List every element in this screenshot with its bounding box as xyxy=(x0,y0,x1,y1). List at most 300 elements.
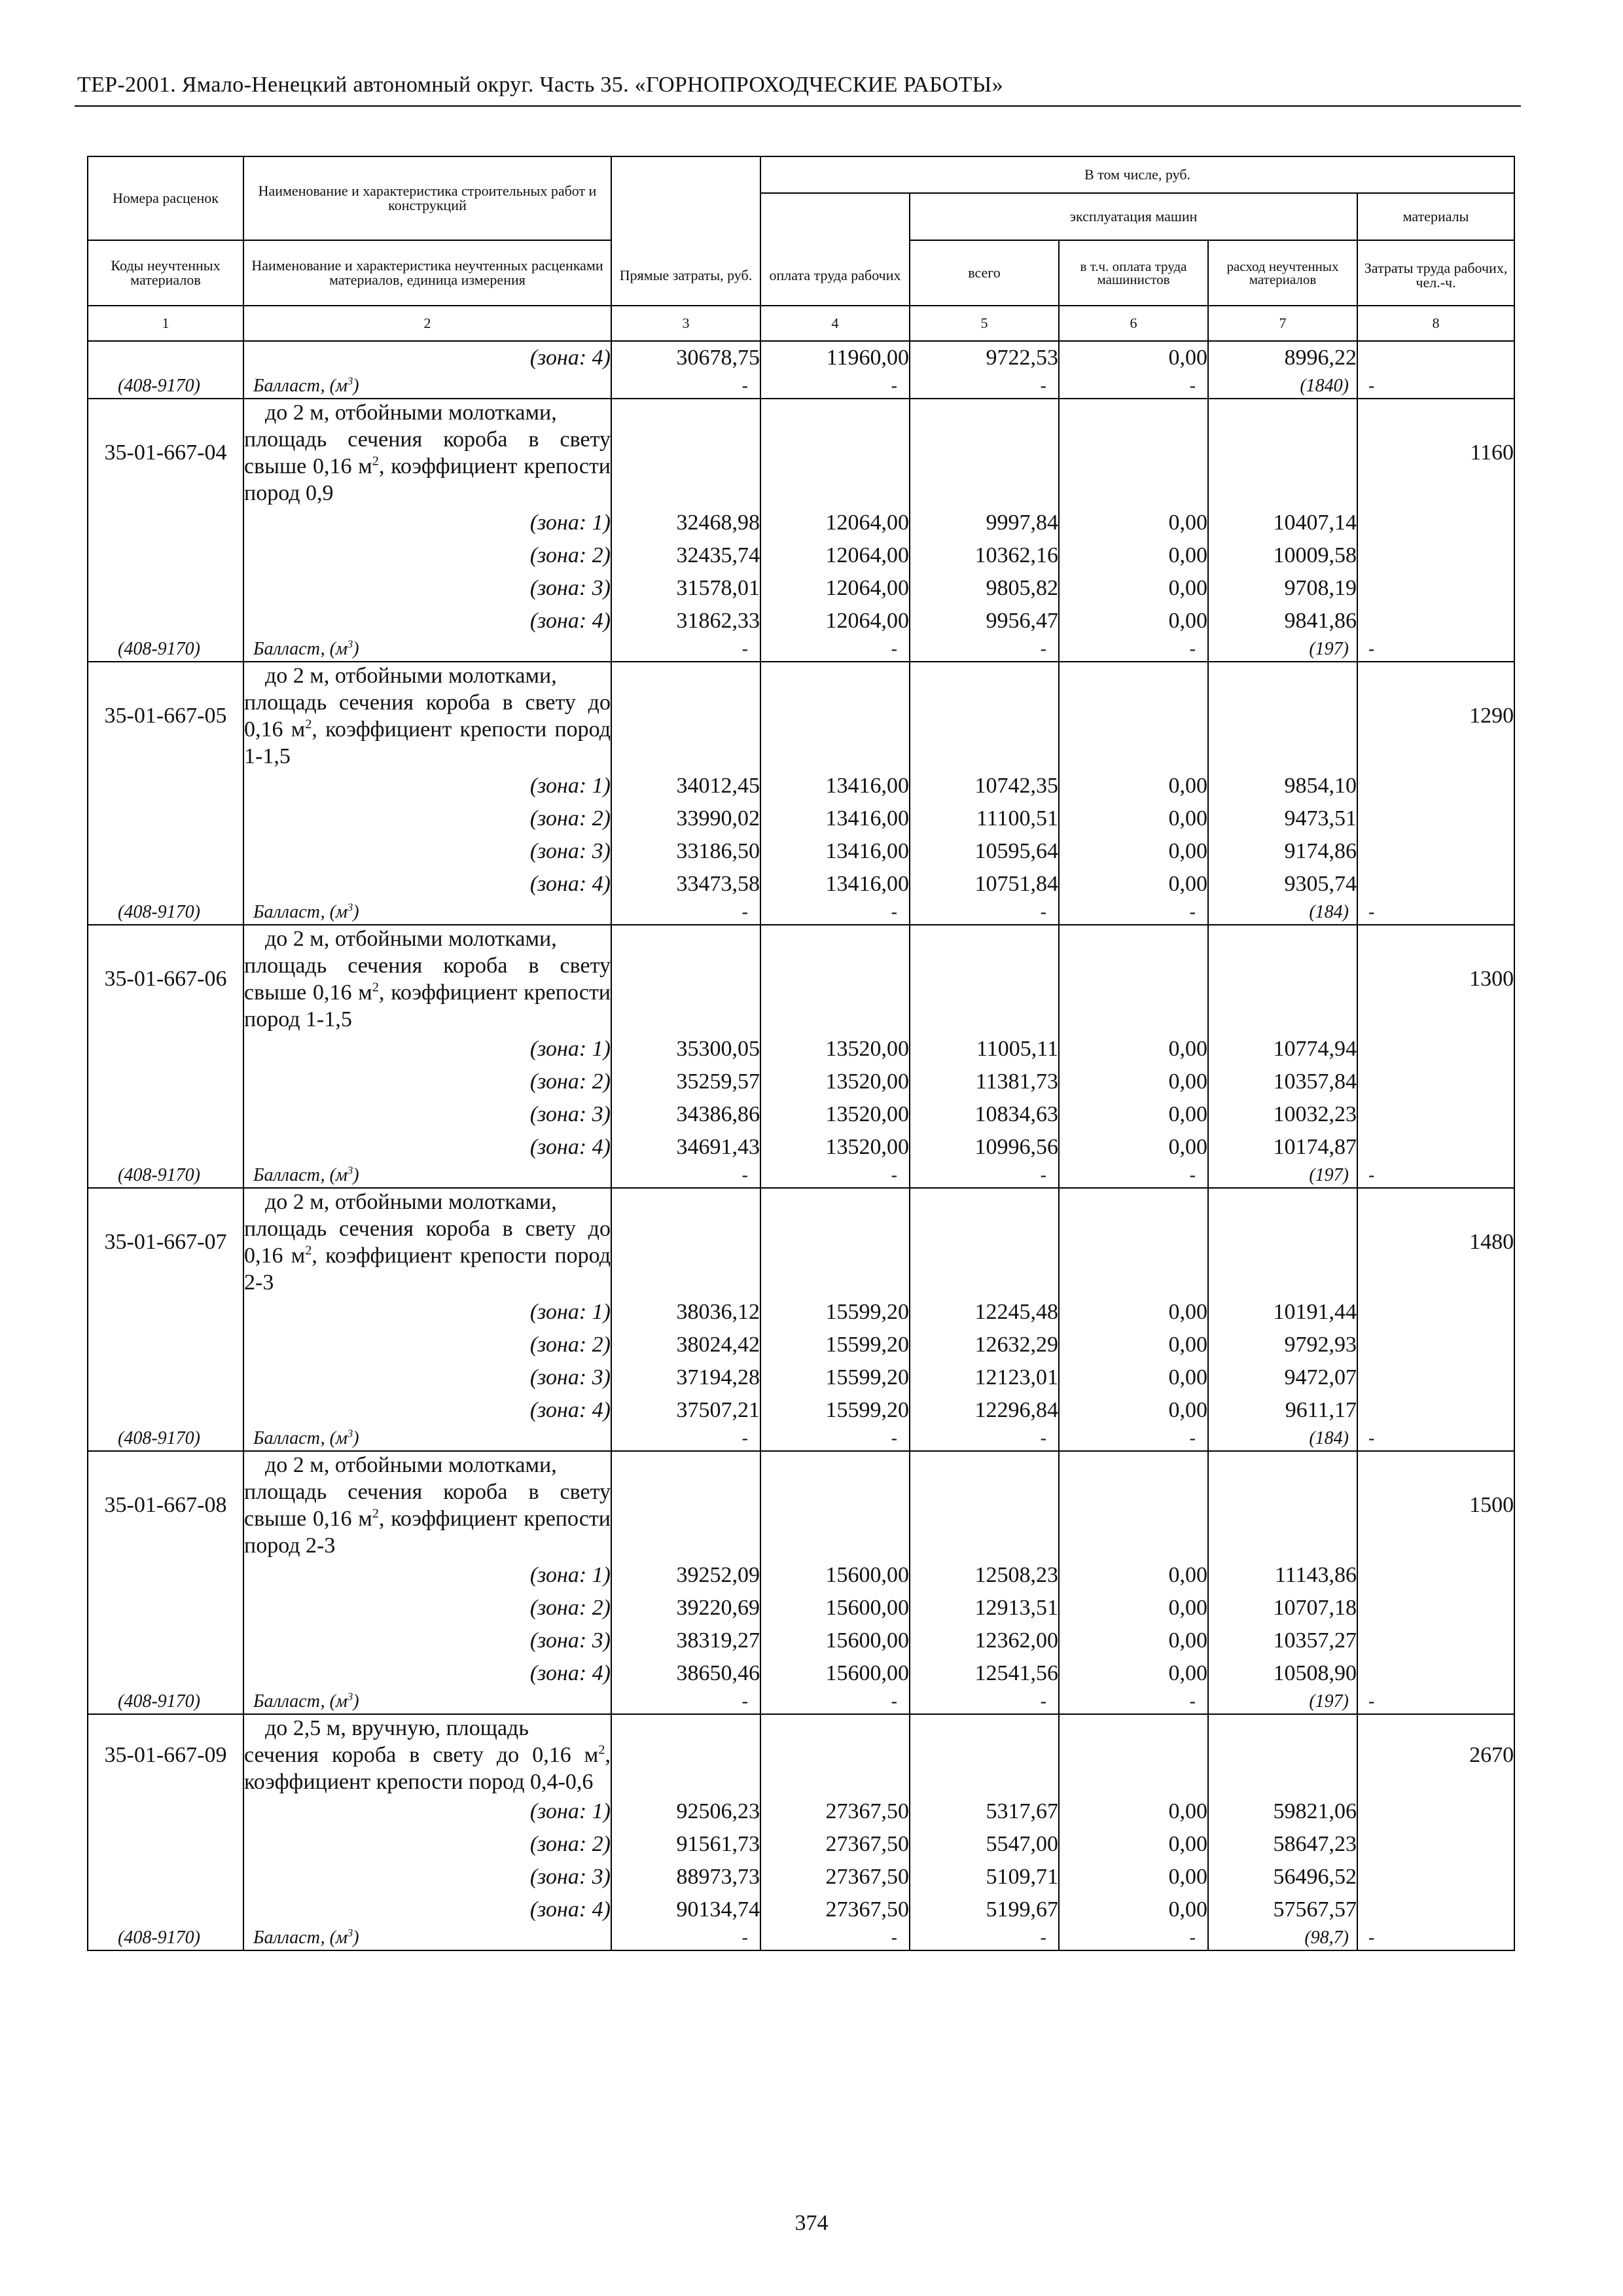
value-cell: 10009,58 xyxy=(1208,539,1357,572)
value-cell: 15600,00 xyxy=(760,1592,910,1624)
empty-cell xyxy=(1357,507,1514,539)
dash-cell: - xyxy=(611,374,760,399)
column-number: 8 xyxy=(1357,306,1514,341)
ballast-code: (408-9170) xyxy=(88,637,243,662)
ballast-name: Балласт, $(м^3)$ xyxy=(243,1926,611,1950)
ballast-code: (408-9170) xyxy=(88,1926,243,1950)
zone-label: (зона: 1) xyxy=(243,770,611,802)
rate-description: до 2 м, отбойными молотками, площадь сечения короба в свету свыше 0,16 $м^2$, коэффициент крепости пород 2-3 xyxy=(243,1451,611,1559)
value-cell: 0,00 xyxy=(1059,507,1208,539)
empty-cell xyxy=(1357,868,1514,901)
rate-row xyxy=(88,1451,1514,1559)
value-cell: 0,00 xyxy=(1059,1795,1208,1828)
value-cell: 9997,84 xyxy=(910,507,1059,539)
value-cell: 10357,84 xyxy=(1208,1066,1357,1098)
value-cell: 10362,16 xyxy=(910,539,1059,572)
empty-cell xyxy=(910,399,1059,507)
rate-row xyxy=(88,1714,1514,1795)
empty-cell xyxy=(1357,802,1514,835)
zone-label: (зона: 1) xyxy=(243,1795,611,1828)
empty-cell xyxy=(910,925,1059,1033)
header-incl-rub: В том числе, руб. xyxy=(760,156,1514,193)
dash-cell: - xyxy=(910,1164,1059,1188)
rate-code: 35-01-667-05 xyxy=(88,662,243,770)
value-cell: 32435,74 xyxy=(611,539,760,572)
zone-row xyxy=(88,1592,1514,1624)
zone-row xyxy=(88,1131,1514,1164)
empty-cell xyxy=(1357,539,1514,572)
empty-cell xyxy=(1059,662,1208,770)
empty-cell xyxy=(1059,1188,1208,1296)
value-cell: 58647,23 xyxy=(1208,1828,1357,1861)
dash-cell: - xyxy=(1357,901,1514,925)
header-name: Наименование и характеристика строительных работ и конструкций xyxy=(243,156,611,240)
empty-cell xyxy=(760,925,910,1033)
empty-cell xyxy=(88,1361,243,1394)
zone-row xyxy=(88,572,1514,605)
value-cell: 11960,00 xyxy=(760,341,910,374)
dash-cell: - xyxy=(910,901,1059,925)
ballast-name: Балласт, $(м^3)$ xyxy=(243,1164,611,1188)
empty-cell xyxy=(1059,925,1208,1033)
empty-cell xyxy=(88,572,243,605)
value-cell: 9854,10 xyxy=(1208,770,1357,802)
zone-row xyxy=(88,1361,1514,1394)
value-cell: 27367,50 xyxy=(760,1795,910,1828)
value-cell: 10357,27 xyxy=(1208,1624,1357,1657)
zone-row xyxy=(88,802,1514,835)
empty-cell xyxy=(611,662,760,770)
ballast-quantity: (184) xyxy=(1208,901,1357,925)
value-cell: 90134,74 xyxy=(611,1893,760,1926)
dash-cell: - xyxy=(910,1427,1059,1451)
dash-cell: - xyxy=(1059,901,1208,925)
dash-cell: - xyxy=(611,1926,760,1950)
value-cell: 8996,22 xyxy=(1208,341,1357,374)
value-cell: 0,00 xyxy=(1059,605,1208,637)
value-cell: 12064,00 xyxy=(760,507,910,539)
value-cell: 12362,00 xyxy=(910,1624,1059,1657)
value-cell: 0,00 xyxy=(1059,835,1208,868)
dash-cell: - xyxy=(1357,637,1514,662)
value-cell: 13416,00 xyxy=(760,802,910,835)
empty-cell xyxy=(1357,1033,1514,1066)
empty-cell xyxy=(88,1657,243,1690)
rate-row xyxy=(88,662,1514,770)
value-cell: 0,00 xyxy=(1059,770,1208,802)
value-cell: 0,00 xyxy=(1059,341,1208,374)
description-line: до 2 м, отбойными молотками, xyxy=(265,1190,557,1214)
value-cell: 5547,00 xyxy=(910,1828,1059,1861)
unit-superscript: 3 xyxy=(347,374,353,387)
zone-row xyxy=(88,1296,1514,1329)
value-cell: 12123,01 xyxy=(910,1361,1059,1394)
ballast-code: (408-9170) xyxy=(88,1427,243,1451)
dash-cell: - xyxy=(760,637,910,662)
empty-cell xyxy=(88,1795,243,1828)
empty-cell xyxy=(1357,835,1514,868)
empty-cell xyxy=(1357,1131,1514,1164)
zone-row xyxy=(88,1795,1514,1828)
rates-table xyxy=(87,156,1515,1951)
zone-label: (зона: 2) xyxy=(243,802,611,835)
value-cell: 35300,05 xyxy=(611,1033,760,1066)
zone-row xyxy=(88,1657,1514,1690)
value-cell: 12064,00 xyxy=(760,605,910,637)
value-cell: 0,00 xyxy=(1059,1033,1208,1066)
empty-cell xyxy=(760,1451,910,1559)
dash-cell: - xyxy=(760,1164,910,1188)
value-cell: 0,00 xyxy=(1059,1657,1208,1690)
empty-cell xyxy=(88,1394,243,1427)
value-cell: 9611,17 xyxy=(1208,1394,1357,1427)
value-cell: 32468,98 xyxy=(611,507,760,539)
zone-label: (зона: 4) xyxy=(243,1657,611,1690)
value-cell: 15600,00 xyxy=(760,1624,910,1657)
dash-cell: - xyxy=(1059,1690,1208,1714)
empty-cell xyxy=(1357,605,1514,637)
empty-cell xyxy=(88,1828,243,1861)
unit-superscript: 2 xyxy=(372,1506,379,1521)
zone-label: (зона: 3) xyxy=(243,572,611,605)
zone-label: (зона: 2) xyxy=(243,1066,611,1098)
empty-cell xyxy=(88,835,243,868)
value-cell: 38024,42 xyxy=(611,1329,760,1361)
value-cell: 10191,44 xyxy=(1208,1296,1357,1329)
empty-cell xyxy=(1357,1296,1514,1329)
value-cell: 0,00 xyxy=(1059,1592,1208,1624)
dash-cell: - xyxy=(1059,374,1208,399)
dash-cell: - xyxy=(1357,1427,1514,1451)
ballast-name: Балласт, $(м^3)$ xyxy=(243,637,611,662)
value-cell: 15600,00 xyxy=(760,1657,910,1690)
header-codes: Коды неучтенных материалов xyxy=(88,240,243,306)
value-cell: 35259,57 xyxy=(611,1066,760,1098)
dash-cell: - xyxy=(1357,1164,1514,1188)
value-cell: 10508,90 xyxy=(1208,1657,1357,1690)
rate-description: до 2 м, отбойными молотками, площадь сечения короба в свету свыше 0,16 $м^2$, коэффициент крепости пород 1-1,5 xyxy=(243,925,611,1033)
empty-cell xyxy=(88,341,243,374)
value-cell: 0,00 xyxy=(1059,1296,1208,1329)
rate-description: до 2 м, отбойными молотками, площадь сечения короба в свету до 0,16 $м^2$, коэффициент крепости пород 2-3 xyxy=(243,1188,611,1296)
empty-cell xyxy=(1208,399,1357,507)
dash-cell: - xyxy=(611,637,760,662)
dash-cell: - xyxy=(1357,1690,1514,1714)
empty-cell xyxy=(611,925,760,1033)
empty-cell xyxy=(1357,1828,1514,1861)
value-cell: 12541,56 xyxy=(910,1657,1059,1690)
ballast-quantity: (184) xyxy=(1208,1427,1357,1451)
empty-cell xyxy=(1059,1714,1208,1795)
value-cell: 27367,50 xyxy=(760,1828,910,1861)
dash-cell: - xyxy=(760,1427,910,1451)
column-number: 7 xyxy=(1208,306,1357,341)
zone-row xyxy=(88,1624,1514,1657)
empty-cell xyxy=(1357,572,1514,605)
dash-cell: - xyxy=(910,1926,1059,1950)
zone-label: (зона: 3) xyxy=(243,1624,611,1657)
rate-code: 35-01-667-04 xyxy=(88,399,243,507)
value-cell: 30678,75 xyxy=(611,341,760,374)
description-line: до 2 м, отбойными молотками, xyxy=(265,664,557,688)
zone-label: (зона: 3) xyxy=(243,1361,611,1394)
value-cell: 38036,12 xyxy=(611,1296,760,1329)
dash-cell: - xyxy=(760,1926,910,1950)
zone-label: (зона: 4) xyxy=(243,868,611,901)
value-cell: 39220,69 xyxy=(611,1592,760,1624)
labor-cost: 1480 xyxy=(1357,1188,1514,1296)
value-cell: 9956,47 xyxy=(910,605,1059,637)
value-cell: 34012,45 xyxy=(611,770,760,802)
value-cell: 0,00 xyxy=(1059,1861,1208,1893)
zone-label: (зона: 4) xyxy=(243,1893,611,1926)
rate-row xyxy=(88,1188,1514,1296)
value-cell: 57567,57 xyxy=(1208,1893,1357,1926)
value-cell: 10751,84 xyxy=(910,868,1059,901)
value-cell: 39252,09 xyxy=(611,1559,760,1592)
value-cell: 0,00 xyxy=(1059,572,1208,605)
zone-row xyxy=(88,835,1514,868)
empty-cell xyxy=(88,605,243,637)
empty-cell xyxy=(88,1033,243,1066)
dash-cell: - xyxy=(611,1690,760,1714)
ballast-quantity: (197) xyxy=(1208,637,1357,662)
rate-code: 35-01-667-07 xyxy=(88,1188,243,1296)
rate-description: до 2 м, отбойными молотками, площадь сечения короба в свету до 0,16 $м^2$, коэффициент крепости пород 1-1,5 xyxy=(243,662,611,770)
labor-cost: 2670 xyxy=(1357,1714,1514,1795)
empty-cell xyxy=(1357,1394,1514,1427)
ballast-row xyxy=(88,1164,1514,1188)
empty-cell xyxy=(1357,1361,1514,1394)
empty-cell xyxy=(1208,1714,1357,1795)
column-number: 4 xyxy=(760,306,910,341)
zone-label: (зона: 4) xyxy=(243,605,611,637)
value-cell: 15599,20 xyxy=(760,1296,910,1329)
empty-cell xyxy=(611,1451,760,1559)
ballast-code: (408-9170) xyxy=(88,374,243,399)
ballast-row xyxy=(88,1427,1514,1451)
value-cell: 9805,82 xyxy=(910,572,1059,605)
value-cell: 12064,00 xyxy=(760,572,910,605)
ballast-code: (408-9170) xyxy=(88,1690,243,1714)
value-cell: 12913,51 xyxy=(910,1592,1059,1624)
value-cell: 12245,48 xyxy=(910,1296,1059,1329)
value-cell: 33990,02 xyxy=(611,802,760,835)
description-line: до 2,5 м, вручную, площадь xyxy=(265,1716,529,1740)
zone-row xyxy=(88,341,1514,374)
empty-cell xyxy=(88,1592,243,1624)
value-cell: 0,00 xyxy=(1059,1329,1208,1361)
zone-row xyxy=(88,1066,1514,1098)
dash-cell: - xyxy=(910,374,1059,399)
value-cell: 11100,51 xyxy=(910,802,1059,835)
header-rate-numbers: Номера расценок xyxy=(88,156,243,240)
document-header: ТЕР-2001. Ямало-Ненецкий автономный округ. Часть 35. «ГОРНОПРОХОДЧЕСКИЕ РАБОТЫ» xyxy=(77,73,1003,97)
empty-cell xyxy=(88,1296,243,1329)
value-cell: 10595,64 xyxy=(910,835,1059,868)
value-cell: 0,00 xyxy=(1059,1066,1208,1098)
empty-cell xyxy=(1208,1451,1357,1559)
zone-row xyxy=(88,770,1514,802)
value-cell: 10742,35 xyxy=(910,770,1059,802)
value-cell: 0,00 xyxy=(1059,802,1208,835)
header-empty-direct xyxy=(611,156,760,245)
value-cell: 27367,50 xyxy=(760,1893,910,1926)
empty-cell xyxy=(88,1559,243,1592)
unit-superscript: 3 xyxy=(347,1427,353,1440)
value-cell: 59821,06 xyxy=(1208,1795,1357,1828)
empty-cell xyxy=(910,1714,1059,1795)
empty-cell xyxy=(1357,1893,1514,1926)
header-rule xyxy=(75,105,1521,107)
zone-label: (зона: 3) xyxy=(243,1861,611,1893)
rate-code: 35-01-667-08 xyxy=(88,1451,243,1559)
header-machines: эксплуатация машин xyxy=(910,193,1357,240)
value-cell: 12508,23 xyxy=(910,1559,1059,1592)
zone-label: (зона: 4) xyxy=(243,1131,611,1164)
dash-cell: - xyxy=(611,1427,760,1451)
header-labor: Затраты труда рабочих, чел.-ч. xyxy=(1357,245,1514,306)
dash-cell: - xyxy=(760,901,910,925)
ballast-row xyxy=(88,374,1514,399)
ballast-quantity: (197) xyxy=(1208,1690,1357,1714)
value-cell: 33186,50 xyxy=(611,835,760,868)
dash-cell: - xyxy=(910,637,1059,662)
value-cell: 15599,20 xyxy=(760,1329,910,1361)
value-cell: 10996,56 xyxy=(910,1131,1059,1164)
labor-cost: 1300 xyxy=(1357,925,1514,1033)
ballast-name: Балласт, $(м^3)$ xyxy=(243,374,611,399)
value-cell: 11381,73 xyxy=(910,1066,1059,1098)
empty-cell xyxy=(88,1624,243,1657)
value-cell: 10174,87 xyxy=(1208,1131,1357,1164)
value-cell: 34386,86 xyxy=(611,1098,760,1131)
ballast-row xyxy=(88,1690,1514,1714)
value-cell: 13520,00 xyxy=(760,1066,910,1098)
empty-cell xyxy=(88,1131,243,1164)
zone-row xyxy=(88,1559,1514,1592)
value-cell: 13416,00 xyxy=(760,868,910,901)
value-cell: 9174,86 xyxy=(1208,835,1357,868)
rate-row xyxy=(88,399,1514,507)
value-cell: 5317,67 xyxy=(910,1795,1059,1828)
rate-code: 35-01-667-09 xyxy=(88,1714,243,1795)
labor-cost: 1160 xyxy=(1357,399,1514,507)
value-cell: 0,00 xyxy=(1059,1361,1208,1394)
header-empty-wages xyxy=(760,193,910,245)
value-cell: 13416,00 xyxy=(760,835,910,868)
value-cell: 12296,84 xyxy=(910,1394,1059,1427)
zone-row xyxy=(88,605,1514,637)
zone-label: (зона: 3) xyxy=(243,1098,611,1131)
value-cell: 0,00 xyxy=(1059,1098,1208,1131)
empty-cell xyxy=(760,662,910,770)
empty-cell xyxy=(1357,1559,1514,1592)
empty-cell xyxy=(88,1893,243,1926)
zone-label: (зона: 1) xyxy=(243,1559,611,1592)
empty-cell xyxy=(1059,1451,1208,1559)
value-cell: 15599,20 xyxy=(760,1361,910,1394)
value-cell: 0,00 xyxy=(1059,1893,1208,1926)
value-cell: 5109,71 xyxy=(910,1861,1059,1893)
value-cell: 38319,27 xyxy=(611,1624,760,1657)
ballast-code: (408-9170) xyxy=(88,901,243,925)
description-line: до 2 м, отбойными молотками, xyxy=(265,927,557,951)
value-cell: 0,00 xyxy=(1059,539,1208,572)
labor-cost: 1500 xyxy=(1357,1451,1514,1559)
empty-cell xyxy=(1357,1795,1514,1828)
value-cell: 9472,07 xyxy=(1208,1361,1357,1394)
header-consumption: расход неучтенных материалов xyxy=(1208,240,1357,306)
empty-cell xyxy=(1357,770,1514,802)
dash-cell: - xyxy=(611,1164,760,1188)
empty-cell xyxy=(1208,662,1357,770)
empty-cell xyxy=(760,399,910,507)
rate-description: до 2,5 м, вручную, площадь сечения короба в свету до 0,16 $м^2$, коэффициент крепости пород 0,4-0,6 xyxy=(243,1714,611,1795)
zone-label: (зона: 3) xyxy=(243,835,611,868)
empty-cell xyxy=(88,1861,243,1893)
header-total: всего xyxy=(910,240,1059,306)
value-cell: 9792,93 xyxy=(1208,1329,1357,1361)
value-cell: 13520,00 xyxy=(760,1131,910,1164)
labor-cost: 1290 xyxy=(1357,662,1514,770)
dash-cell: - xyxy=(1059,1427,1208,1451)
ballast-quantity: (197) xyxy=(1208,1164,1357,1188)
empty-cell xyxy=(910,1188,1059,1296)
value-cell: 92506,23 xyxy=(611,1795,760,1828)
ballast-quantity: (98,7) xyxy=(1208,1926,1357,1950)
value-cell: 0,00 xyxy=(1059,1131,1208,1164)
zone-label: (зона: 2) xyxy=(243,1828,611,1861)
dash-cell: - xyxy=(760,374,910,399)
empty-cell xyxy=(611,1188,760,1296)
value-cell: 0,00 xyxy=(1059,1828,1208,1861)
unit-superscript: 2 xyxy=(598,1742,605,1757)
header-incl-machinists: в т.ч. оплата труда машинистов xyxy=(1059,240,1208,306)
value-cell: 38650,46 xyxy=(611,1657,760,1690)
ballast-name: Балласт, $(м^3)$ xyxy=(243,1427,611,1451)
header-name-unaccounted: Наименование и характеристика неучтенных расценками материалов, единица измерения xyxy=(243,240,611,306)
ballast-quantity: (1840) xyxy=(1208,374,1357,399)
zone-label: (зона: 4) xyxy=(243,341,611,374)
dash-cell: - xyxy=(760,1690,910,1714)
dash-cell: - xyxy=(1059,1926,1208,1950)
empty-cell xyxy=(88,802,243,835)
empty-cell xyxy=(1208,925,1357,1033)
column-number: 5 xyxy=(910,306,1059,341)
value-cell: 31578,01 xyxy=(611,572,760,605)
ballast-name: Балласт, $(м^3)$ xyxy=(243,1690,611,1714)
empty-cell xyxy=(1059,399,1208,507)
zone-row xyxy=(88,539,1514,572)
zone-row xyxy=(88,1394,1514,1427)
rate-row xyxy=(88,925,1514,1033)
empty-cell xyxy=(760,1714,910,1795)
empty-cell xyxy=(1357,1657,1514,1690)
value-cell: 88973,73 xyxy=(611,1861,760,1893)
value-cell: 33473,58 xyxy=(611,868,760,901)
value-cell: 11005,11 xyxy=(910,1033,1059,1066)
value-cell: 5199,67 xyxy=(910,1893,1059,1926)
value-cell: 9473,51 xyxy=(1208,802,1357,835)
dash-cell: - xyxy=(910,1690,1059,1714)
empty-cell xyxy=(88,868,243,901)
value-cell: 0,00 xyxy=(1059,868,1208,901)
empty-cell xyxy=(88,507,243,539)
column-number: 3 xyxy=(611,306,760,341)
ballast-row xyxy=(88,1926,1514,1950)
column-number: 2 xyxy=(243,306,611,341)
